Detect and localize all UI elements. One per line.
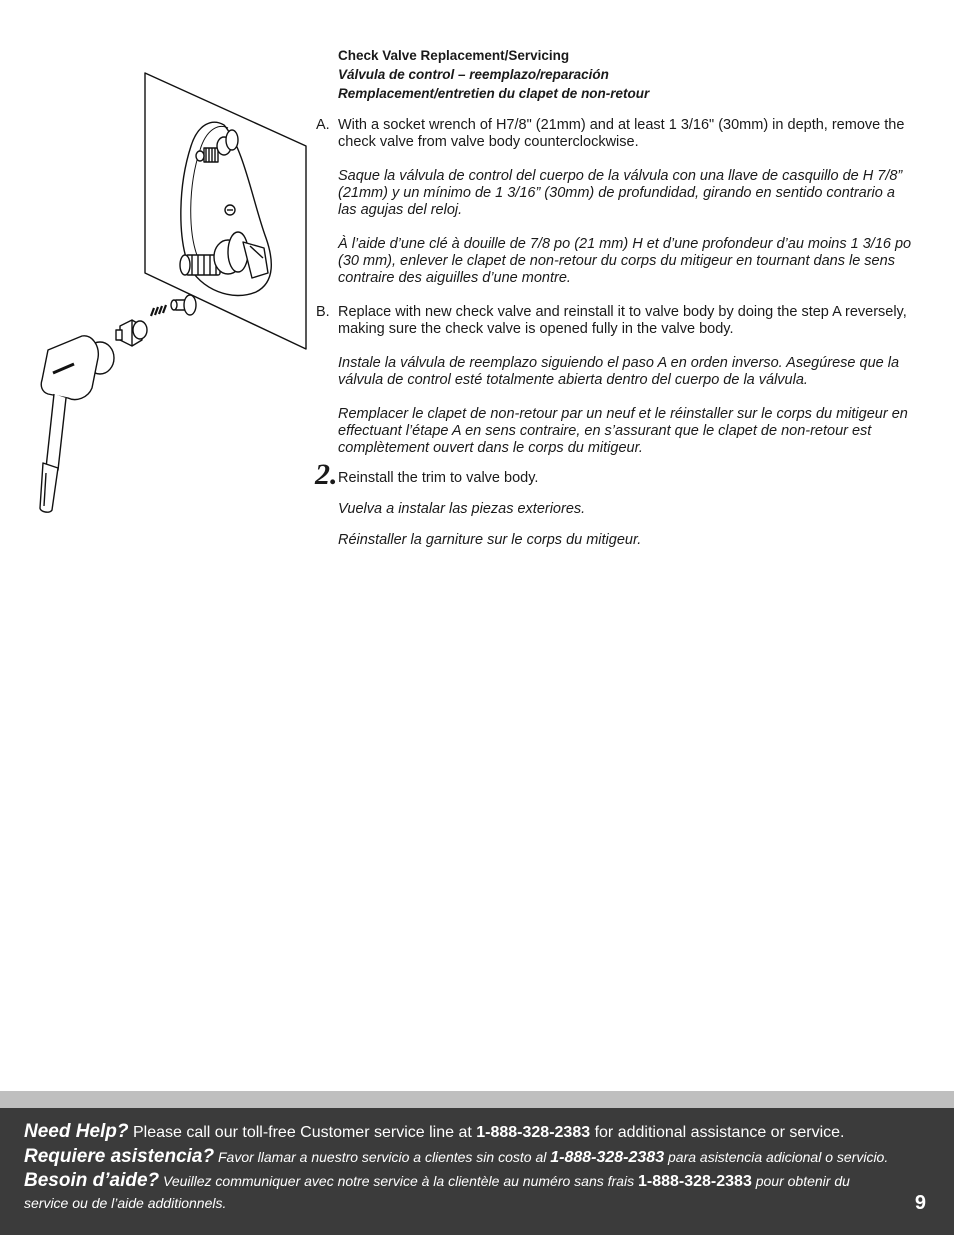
spring (151, 305, 166, 316)
help-text-fr-3: service ou de l’aide additionnels. (24, 1195, 227, 1211)
check-valve-part (171, 295, 196, 315)
item-marker: A. (316, 117, 330, 133)
instruction-en: With a socket wrench of H7/8" (21mm) and at least 1 3/16" (30mm) in depth, remove the check valve from valve body counterclockwise. (338, 117, 905, 150)
socket-wrench (40, 336, 114, 512)
item-marker: B. (316, 304, 330, 320)
heading-en: Check Valve Replacement/Servicing (338, 48, 570, 63)
help-label-es: Requiere asistencia? (24, 1146, 215, 1167)
footer-divider (0, 1091, 954, 1108)
instruction-item-b (316, 304, 916, 457)
help-text-es-1: Favor llamar a nuestro servicio a clientes sin costo al (217, 1149, 547, 1165)
step-number: 2. (315, 458, 338, 491)
help-line-en (24, 1120, 904, 1145)
step-en: Reinstall the trim to valve body. (338, 470, 539, 486)
check-valve-illustration (28, 68, 318, 528)
instruction-es: Saque la válvula de control del cuerpo de la válvula con una llave de casquillo de H 7/8” (21mm) y un mínimo de 1 3/16” (30mm) de profundidad, girando en sentido contrario a las agujas del reloj. (338, 168, 903, 218)
help-text-en-1: Please call our toll-free Customer service line at (132, 1124, 472, 1141)
instruction-es: Instale la válvula de reemplazo siguiendo el paso A en orden inverso. Asegúrese que la válvula de control esté totalmente abierta dentro del cuerpo de la válvula. (338, 355, 900, 388)
help-line-es (24, 1145, 904, 1169)
help-text-en-2: for additional assistance or service. (594, 1124, 845, 1141)
step-es: Vuelva a instalar las piezas exteriores. (338, 501, 586, 517)
help-footer (0, 1108, 954, 1235)
instruction-en: Replace with new check valve and reinstall it to valve body by doing the step A reversely, making sure the check valve is opened fully in the valve body. (338, 304, 907, 337)
help-text-es-2: para asistencia adicional o servicio. (668, 1149, 889, 1165)
page-number: 9 (914, 1192, 926, 1214)
instruction-fr: Remplacer le clapet de non-retour par un neuf et le réinstaller sur le corps du mitigeur en effectuant l’étape A en sens contraire, en s’assurant que le clapet de non-retour est complètement ouvert dans le corps du mitigeur. (338, 406, 908, 456)
instructions (316, 46, 916, 563)
help-text-fr-1: Veuillez communiquer avec notre service à la clientèle au numéro sans frais (163, 1173, 635, 1189)
phone-number: 1-888-328-2383 (550, 1149, 665, 1166)
phone-number: 1-888-328-2383 (637, 1173, 752, 1190)
help-label-en: Need Help? (24, 1121, 129, 1142)
instruction-item-a (316, 117, 916, 287)
heading-fr: Remplacement/entretien du clapet de non-retour (338, 86, 650, 101)
help-label-fr: Besoin d’aide? (24, 1170, 160, 1191)
heading-es: Válvula de control – reemplazo/reparación (338, 67, 609, 82)
step-2 (315, 458, 916, 549)
help-line-fr (24, 1169, 904, 1193)
check-valve-cap (116, 320, 147, 346)
phone-number: 1-888-328-2383 (476, 1124, 591, 1141)
step-fr: Réinstaller la garniture sur le corps du mitigeur. (338, 532, 642, 548)
section-heading (338, 46, 916, 103)
help-text-fr-2: pour obtenir du (755, 1173, 850, 1189)
instruction-fr: À l’aide d’une clé à douille de 7/8 po (21 mm) H et d’une profondeur d’au moins 1 3/16 po (30 mm), enlever le clapet de non-retour du corps du mitigeur en tournant dans le sens contraire des aiguilles d’une montre. (338, 236, 912, 286)
